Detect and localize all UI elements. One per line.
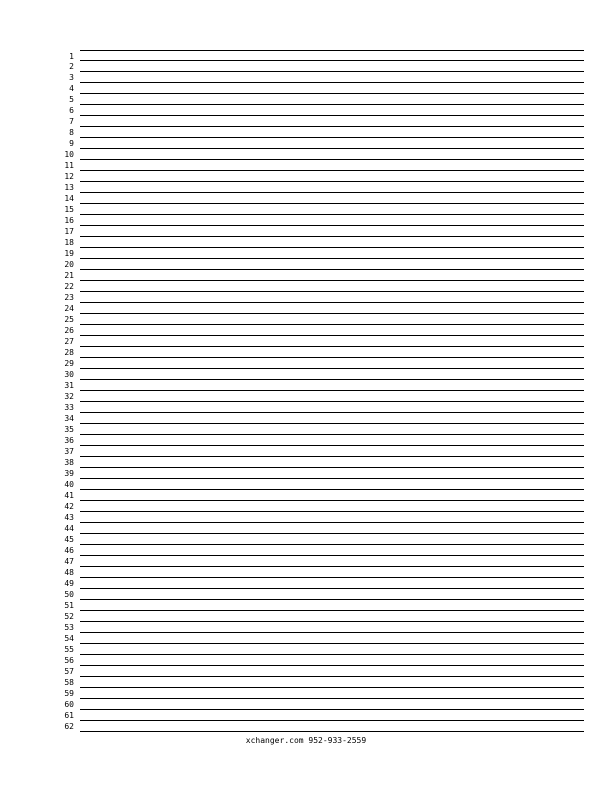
- sheet-row: [64, 688, 584, 699]
- line-number: 27: [64, 337, 74, 346]
- line-number: 18: [64, 238, 74, 247]
- sheet-row: [64, 336, 584, 347]
- sheet-row: [64, 402, 584, 413]
- sheet-row: [64, 171, 584, 182]
- sheet-row: [64, 380, 584, 391]
- line-number: 22: [64, 282, 74, 291]
- sheet-row: [64, 479, 584, 490]
- line-number: 57: [64, 667, 74, 676]
- sheet-row: [69, 138, 584, 149]
- sheet-row: [69, 61, 584, 72]
- line-number: 34: [64, 414, 74, 423]
- sheet-row: [64, 666, 584, 677]
- line-number: 41: [64, 491, 74, 500]
- sheet-row: [64, 424, 584, 435]
- line-number: 55: [64, 645, 74, 654]
- sheet-row: [64, 446, 584, 457]
- sheet-row: [69, 105, 584, 116]
- sheet-row: [64, 248, 584, 259]
- line-number: 24: [64, 304, 74, 313]
- line-number: 9: [69, 139, 74, 148]
- line-number: 46: [64, 546, 74, 555]
- line-number: 19: [64, 249, 74, 258]
- line-number: 48: [64, 568, 74, 577]
- sheet-row: [69, 116, 584, 127]
- line-number: 43: [64, 513, 74, 522]
- sheet-row: [64, 589, 584, 600]
- sheet-row: [64, 721, 584, 732]
- line-number: 7: [69, 117, 74, 126]
- sheet-row: [64, 270, 584, 281]
- sheet-row: [64, 314, 584, 325]
- line-number: 51: [64, 601, 74, 610]
- line-number: 59: [64, 689, 74, 698]
- sheet-row: [69, 94, 584, 105]
- sheet-row: [64, 391, 584, 402]
- line-number: 47: [64, 557, 74, 566]
- line-number: 20: [64, 260, 74, 269]
- line-number: 4: [69, 84, 74, 93]
- line-number: 6: [69, 106, 74, 115]
- line-number: 56: [64, 656, 74, 665]
- line-number: 17: [64, 227, 74, 236]
- sheet-row: [64, 644, 584, 655]
- line-number: 11: [64, 161, 74, 170]
- line-number: 49: [64, 579, 74, 588]
- sheet-row: [64, 534, 584, 545]
- line-number: 61: [64, 711, 74, 720]
- sheet-row: [64, 457, 584, 468]
- sheet-row: [64, 501, 584, 512]
- line-number: 13: [64, 183, 74, 192]
- sheet-row: [64, 545, 584, 556]
- sheet-row: [64, 237, 584, 248]
- line-number: 29: [64, 359, 74, 368]
- line-number: 62: [64, 722, 74, 731]
- line-number: 40: [64, 480, 74, 489]
- sheet-row: [69, 50, 584, 61]
- sheet-row: [64, 347, 584, 358]
- line-number: 12: [64, 172, 74, 181]
- sheet-row: [64, 710, 584, 721]
- line-number: 35: [64, 425, 74, 434]
- sheet-row: [64, 413, 584, 424]
- sheet-row: [64, 149, 584, 160]
- sheet-row: [64, 633, 584, 644]
- sheet-row: [69, 127, 584, 138]
- sheet-row: [64, 358, 584, 369]
- sheet-row: [64, 512, 584, 523]
- line-number: 54: [64, 634, 74, 643]
- line-number: 3: [69, 73, 74, 82]
- line-number: 39: [64, 469, 74, 478]
- line-number: 36: [64, 436, 74, 445]
- sheet-row: [64, 677, 584, 688]
- sheet-row: [64, 303, 584, 314]
- line-number: 31: [64, 381, 74, 390]
- sheet-row: [64, 369, 584, 380]
- line-number: 38: [64, 458, 74, 467]
- line-number: 37: [64, 447, 74, 456]
- line-number: 1: [69, 52, 74, 61]
- line-number: 15: [64, 205, 74, 214]
- sheet-row: [64, 215, 584, 226]
- line-number: 58: [64, 678, 74, 687]
- sheet-row: [69, 72, 584, 83]
- sheet-row: [64, 435, 584, 446]
- sheet-row: [64, 204, 584, 215]
- line-number: 26: [64, 326, 74, 335]
- sheet-row: [69, 83, 584, 94]
- line-number: 5: [69, 95, 74, 104]
- sheet-row: [64, 556, 584, 567]
- line-number: 53: [64, 623, 74, 632]
- sheet-row: [64, 600, 584, 611]
- line-number: 33: [64, 403, 74, 412]
- line-number: 8: [69, 128, 74, 137]
- line-number: 23: [64, 293, 74, 302]
- sheet-row: [64, 182, 584, 193]
- sheet-row: [64, 655, 584, 666]
- line-number: 2: [69, 62, 74, 71]
- data-sheet: [64, 50, 584, 732]
- line-number: 30: [64, 370, 74, 379]
- line-number: 21: [64, 271, 74, 280]
- sheet-row: [64, 325, 584, 336]
- line-number: 50: [64, 590, 74, 599]
- line-number: 25: [64, 315, 74, 324]
- line-number: 10: [64, 150, 74, 159]
- sheet-row: [64, 193, 584, 204]
- sheet-row: [64, 611, 584, 622]
- line-number: 32: [64, 392, 74, 401]
- line-number: 28: [64, 348, 74, 357]
- footer-contact: xchanger.com 952-933-2559: [245, 736, 367, 745]
- sheet-row: [64, 490, 584, 501]
- line-number: 16: [64, 216, 74, 225]
- sheet-row: [64, 292, 584, 303]
- line-number: 14: [64, 194, 74, 203]
- line-number: 52: [64, 612, 74, 621]
- sheet-row: [64, 160, 584, 171]
- line-number: 44: [64, 524, 74, 533]
- line-number: 42: [64, 502, 74, 511]
- sheet-row: [64, 468, 584, 479]
- line-number: 60: [64, 700, 74, 709]
- sheet-row: [64, 567, 584, 578]
- sheet-row: [64, 523, 584, 534]
- line-number: 45: [64, 535, 74, 544]
- sheet-row: [64, 259, 584, 270]
- sheet-row: [64, 226, 584, 237]
- sheet-row: [64, 281, 584, 292]
- sheet-row: [64, 622, 584, 633]
- sheet-row: [64, 699, 584, 710]
- sheet-row: [64, 578, 584, 589]
